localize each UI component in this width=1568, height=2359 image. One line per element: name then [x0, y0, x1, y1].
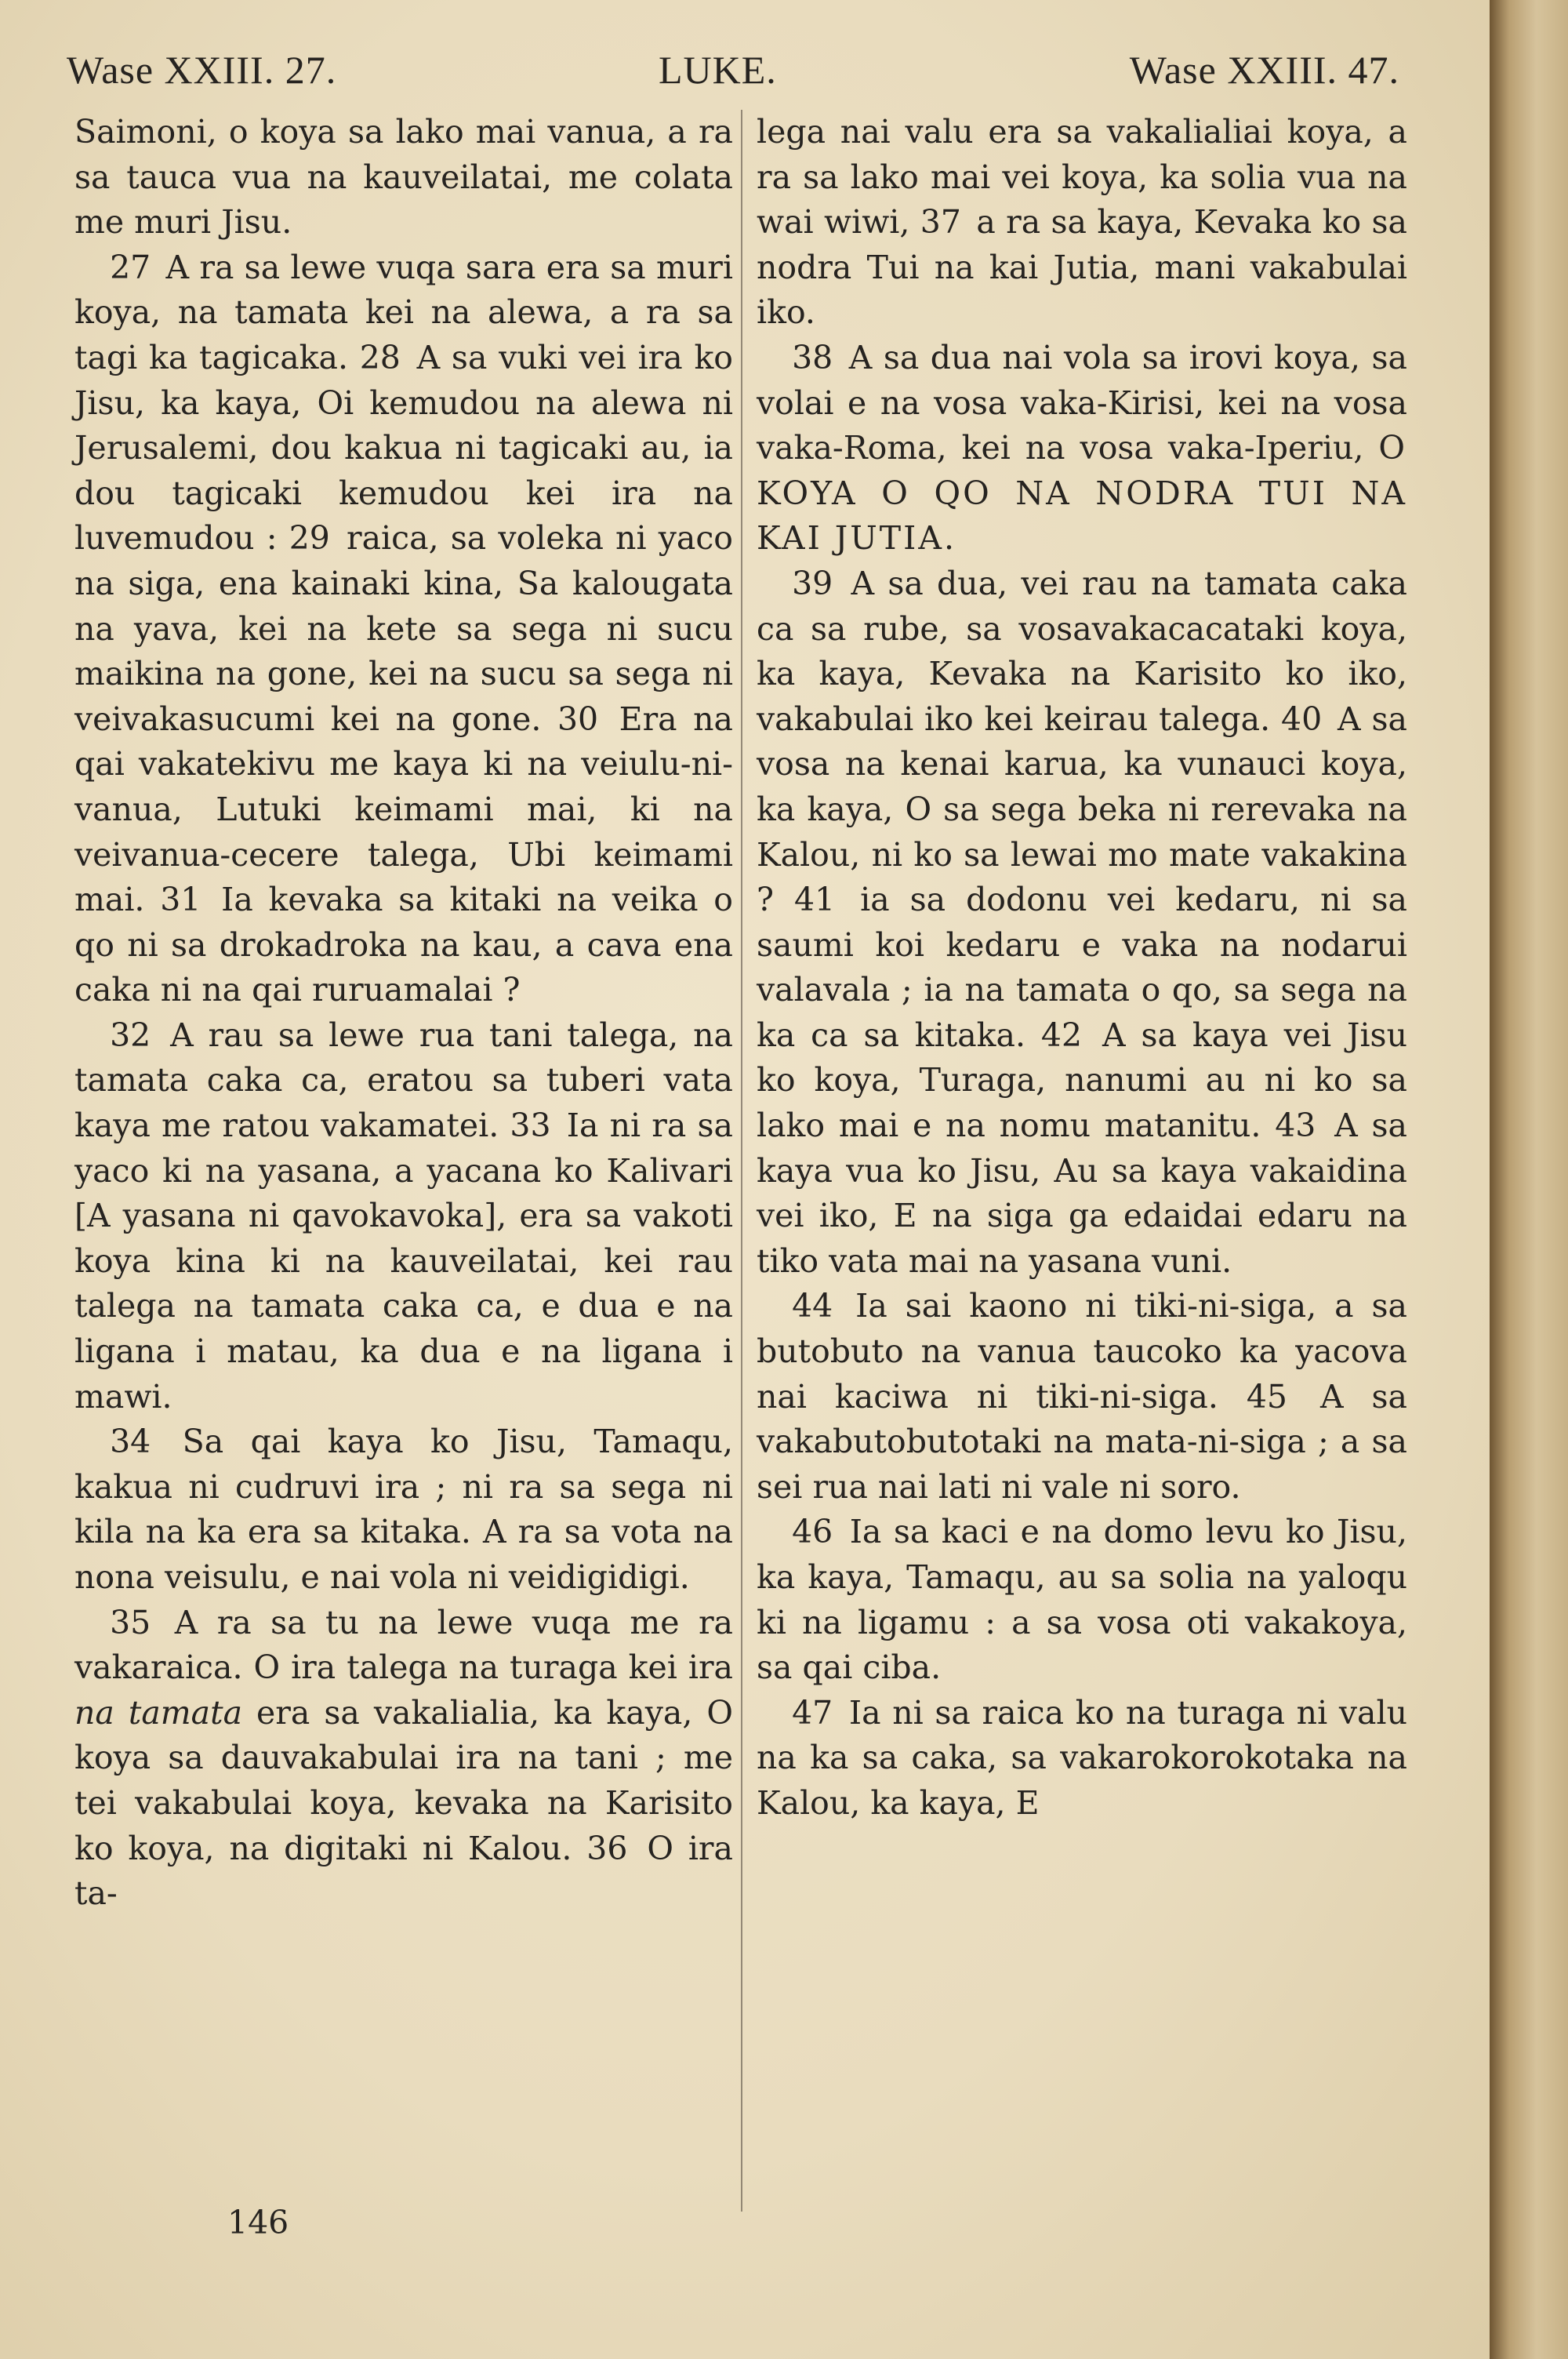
right-column	[757, 110, 1407, 1826]
verse-number: 27	[110, 248, 151, 286]
verse-number: 41	[793, 881, 836, 919]
paragraph: 34 Sa qai kaya ko Jisu, Tamaqu, kakua ni cudruvi ira ; ni ra sa sega ni kila na ka era sa kitaka. A ra sa vota na nona veisulu, e nai vola ni veidigidigi.	[74, 1423, 733, 1596]
paragraph: 46 Ia sa kaci e na domo levu ko Jisu, ka kaya, Tamaqu, au sa solia na yaloqu ki na ligamu : a sa vosa oti vakakoya, sa qai ciba.	[757, 1513, 1407, 1687]
verse-number: 44	[792, 1287, 833, 1325]
paragraph: 44 Ia sai kaono ni tiki-ni-siga, a sa butobuto na vanua taucoko ka yacova nai kaciwa ni tiki-ni-siga. 45 A sa vakabutobutotaki na mata-ni-siga ; a sa sei rua nai lati ni vale ni soro.	[757, 1287, 1407, 1506]
paragraph: 38 A sa dua nai vola sa irovi koya, sa volai e na vosa vaka-Kirisi, kei na vosa vaka-Roma, kei na vosa vaka-Iperiu, O KOYA O QO NA NODRA TUI NA KAI JUTIA.	[757, 338, 1407, 558]
paragraph: 39 A sa dua, vei rau na tamata caka ca sa rube, sa vosavakacacataki koya, ka kaya, Kevaka na Karisito ko iko, vakabulai iko kei keirau talega. 40 A sa vosa na kenai karua, ka vunauci koya, ka kaya, O sa sega beka ni rerevaka na Kalou, ni ko sa lewai mo mate vakakina ? 41 ia sa dodonu vei kedaru, ni sa saumi koi kedaru e vaka na nodarui valavala ; ia na tamata o qo, sa sega na ka ca sa kitaka. 42 A sa kaya vei Jisu ko koya, Turaga, nanumi au ni ko sa lako mai e na nomu matanitu. 43 A sa kaya vua ko Jisu, Au sa kaya vakaidina vei iko, E na siga ga edaidai edaru na tiko vata mai na yasana vuni.	[757, 564, 1407, 1280]
verse-number: 47	[792, 1693, 833, 1732]
book-title: LUKE.	[659, 48, 777, 92]
verse-number: 38	[792, 338, 833, 376]
column-rule	[741, 110, 742, 2212]
chapter-ref-right: Wase XXIII. 47.	[1129, 48, 1399, 92]
verse-number: 43	[1275, 1107, 1316, 1145]
page-number: 146	[227, 2204, 289, 2241]
italic-phrase: na tamata	[74, 1693, 243, 1732]
inscription-caps: O KOYA O QO NA NODRA TUI NA KAI JUTIA.	[757, 429, 1407, 558]
verse-number: 39	[792, 564, 833, 602]
paragraph: Saimoni, o koya sa lako mai vanua, a ra sa tauca vua na kauveilatai, me colata me muri Jisu.	[74, 113, 733, 242]
verse-number: 42	[1040, 1016, 1083, 1054]
chapter-ref-left: Wase XXIII. 27.	[67, 48, 337, 92]
verse-number: 32	[110, 1016, 151, 1054]
verse-number: 31	[160, 881, 201, 919]
paragraph: 27 A ra sa lewe vuqa sara era sa muri koya, na tamata kei na alewa, a ra sa tagi ka tagicaka. 28 A sa vuki vei ira ko Jisu, ka kaya, Oi kemudou na alewa ni Jerusalemi, dou kakua ni tagicaki au, ia dou tagicaki kemudou kei ira na luvemudou : 29 raica, sa voleka ni yaco na siga, ena kainaki kina, Sa kalougata na yava, kei na kete sa sega ni sucu maikina na gone, kei na sucu sa sega ni veivakasucumi kei na gone. 30 Era na qai vakatekivu me kaya ki na veiulu-ni-vanua, Lutuki keimami mai, ki na veivanua-cecere talega, Ubi keimami mai. 31 Ia kevaka sa kitaki na veika o qo ni sa drokadroka na kau, a cava ena caka ni na qai ruruamalai ?	[74, 248, 733, 1009]
verse-number: 30	[557, 700, 599, 738]
paragraph: lega nai valu era sa vakalialiai koya, a ra sa lako mai vei koya, ka solia vua na wai wiwi, 37 a ra sa kaya, Kevaka ko sa nodra Tui na kai Jutia, mani vakabulai iko.	[757, 113, 1407, 332]
paragraph: 35 A ra sa tu na lewe vuqa me ra vakaraica. O ira talega na turaga kei ira na tamata era sa vakalialia, ka kaya, O koya sa dauvakabulai ira na tani ; me tei vakabulai koya, kevaka na Karisito ko koya, na digitaki ni Kalou. 36 O ira ta-	[74, 1603, 733, 1913]
paragraph: 47 Ia ni sa raica ko na turaga ni valu na ka sa caka, sa vakarokorokotaka na Kalou, ka kaya, E	[757, 1693, 1407, 1822]
verse-number: 34	[110, 1423, 151, 1461]
verse-number: 40	[1281, 700, 1323, 738]
verse-number: 33	[510, 1107, 551, 1145]
verse-number: 37	[920, 203, 961, 242]
running-head	[67, 47, 1399, 110]
verse-number: 46	[792, 1513, 833, 1551]
verse-number: 36	[586, 1829, 628, 1867]
verse-number: 35	[110, 1603, 151, 1641]
left-column	[74, 110, 733, 1917]
verse-number: 29	[289, 519, 330, 558]
verse-number: 45	[1246, 1377, 1287, 1416]
verse-number: 28	[359, 338, 401, 376]
paragraph: 32 A rau sa lewe rua tani talega, na tamata caka ca, eratou sa tuberi vata kaya me ratou vakamatei. 33 Ia ni ra sa yaco ki na yasana, a yacana ko Kalivari [A yasana ni qavokavoka], era sa vakoti koya kina ki na kauveilatai, kei rau talega na tamata caka ca, e dua e na ligana i matau, ka dua e na ligana i mawi.	[74, 1016, 733, 1416]
